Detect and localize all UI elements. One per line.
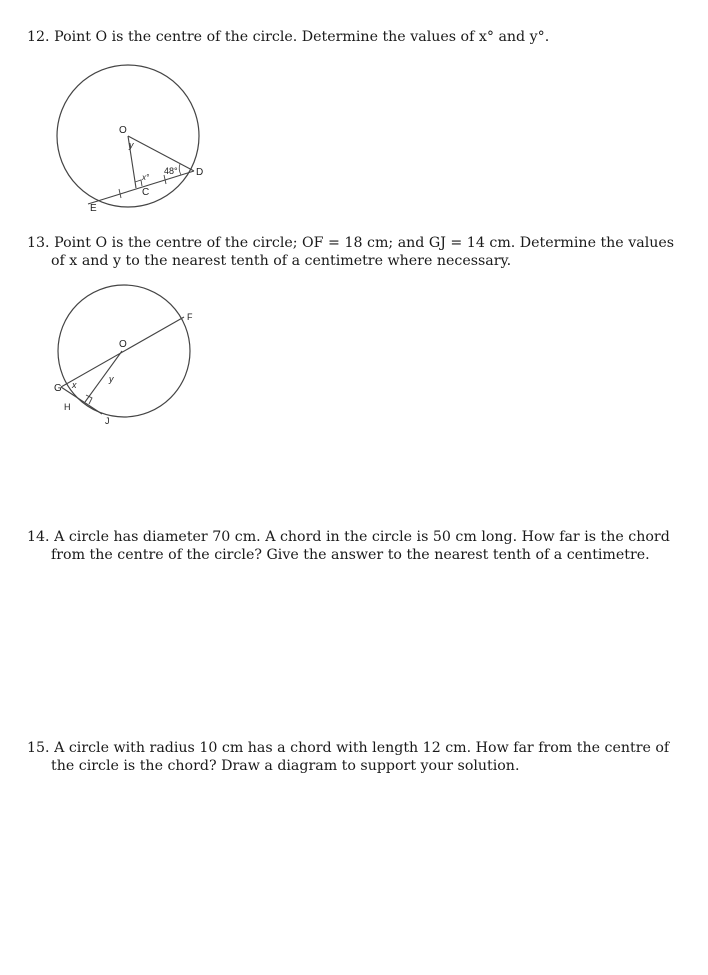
label-d: D [196,167,204,178]
angle-arc [179,164,181,175]
label-j: J [105,416,110,426]
question-number: 14. [27,529,50,545]
label-c: C [142,187,150,198]
question-12 [27,28,691,46]
label-angle: 48° [164,166,178,176]
question-13 [27,234,691,270]
question-number: 15. [27,740,50,756]
question-14 [27,528,691,564]
question-15 [27,739,691,775]
segment-oh [85,351,122,402]
label-f: F [187,312,193,322]
label-o: O [119,339,127,350]
label-o: O [119,125,127,136]
label-y: y [109,374,114,384]
radius-od [128,136,194,171]
question-text: A circle with radius 10 cm has a chord with length 12 cm. How far from the centre of the circle is the chord? Draw a diagram to support your solution. [51,740,670,774]
figure-q13 [50,280,210,430]
question-text: Point O is the centre of the circle; OF = 18 cm; and GJ = 14 cm. Determine the values of x and y to the nearest tenth of a centimetre where necessary. [51,235,675,269]
label-g: G [54,383,62,394]
label-x: x° [142,173,150,182]
label-h: H [64,402,71,412]
diameter-gf [61,317,184,387]
label-e: E [90,203,97,214]
label-y: y [129,140,134,150]
question-text: Point O is the centre of the circle. Determine the values of x° and y°. [54,29,550,45]
chord-ed [88,171,194,204]
label-x: x [72,380,77,390]
question-number: 12. [27,29,50,45]
question-number: 13. [27,235,50,251]
question-text: A circle has diameter 70 cm. A chord in the circle is 50 cm long. How far is the chord from the centre of the circle? Give the answer to the nearest tenth of a centimetre. [51,529,670,563]
figure-q12 [50,58,210,218]
